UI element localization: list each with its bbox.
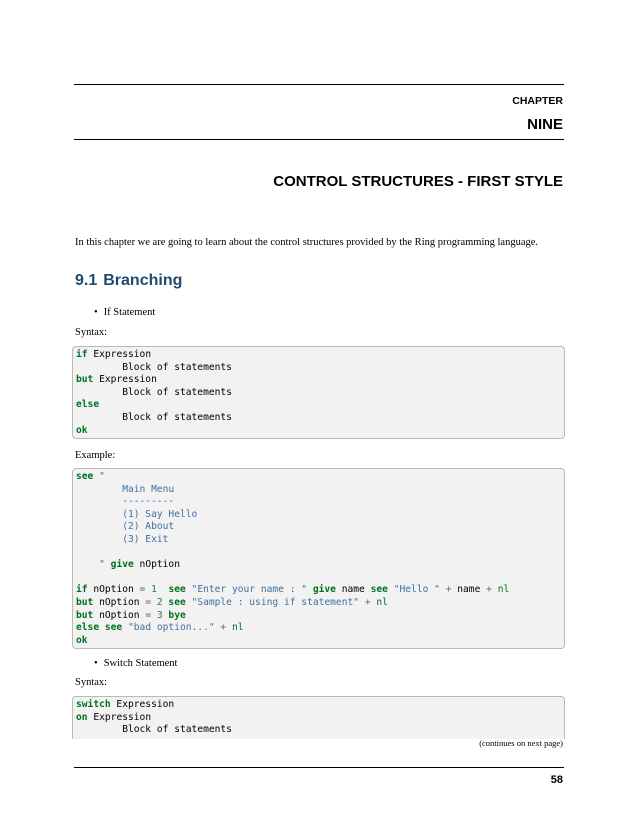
code-token: switch: [76, 699, 111, 710]
code-line: [76, 572, 564, 585]
bullet-text: If Statement: [103, 307, 156, 318]
chapter-title: CONTROL STRUCTURES - FIRST STYLE: [273, 173, 563, 190]
code-token: +: [486, 584, 492, 596]
code-token: give: [312, 584, 336, 596]
code-token: 1: [145, 584, 169, 596]
code-token: see: [370, 584, 388, 596]
code-line: ok: [76, 424, 88, 436]
code-token: if: [76, 584, 88, 596]
code-token: give: [110, 559, 134, 571]
code-token: but: [76, 609, 94, 621]
top-rule: [74, 84, 564, 85]
code-token: Expression: [93, 374, 157, 386]
chapter-label: CHAPTER: [512, 95, 563, 107]
code-token: "Hello ": [387, 584, 446, 596]
code-token: bye: [168, 609, 186, 621]
bullet-text: Switch Statement: [103, 658, 178, 669]
code-line: [76, 610, 564, 623]
chapter-number: NINE: [527, 116, 563, 133]
code-token: but: [76, 374, 94, 386]
code-line: ---------: [76, 496, 175, 508]
code-token: =: [139, 584, 146, 596]
code-token: ": [93, 471, 105, 482]
code-token: Expression: [87, 711, 152, 723]
code-token: see: [76, 471, 94, 482]
code-token: see: [168, 596, 186, 608]
code-line: Block of statements: [76, 386, 232, 398]
code-token: =: [145, 609, 152, 621]
continues-note: (continues on next page): [479, 738, 563, 748]
section-title-text: Branching: [103, 272, 183, 289]
bullet-dot: •: [94, 307, 98, 318]
code-line: [76, 699, 564, 712]
code-line: [76, 622, 564, 635]
code-token: nl: [226, 622, 244, 634]
example-label: Example:: [75, 450, 116, 461]
code-line: Block of statements: [76, 724, 232, 736]
code-token: "bad option...": [122, 622, 221, 634]
code-token: +: [220, 622, 227, 634]
code-line: [76, 471, 564, 484]
code-line: [76, 374, 564, 387]
code-line: [76, 349, 564, 362]
code-token: name: [451, 584, 487, 596]
code-token: nOption: [87, 584, 140, 596]
code-line: (2) About: [76, 521, 175, 533]
code-token: on: [76, 711, 88, 723]
code-token: nl: [370, 596, 388, 608]
syntax-label: Syntax:: [75, 327, 108, 338]
code-token: ": [76, 559, 105, 571]
code-line: (1) Say Hello: [76, 508, 198, 520]
code-token: 3: [151, 609, 169, 621]
code-line: [76, 547, 564, 560]
bullet-switch-statement: [94, 658, 177, 669]
code-token: if: [76, 349, 88, 360]
code-line: [76, 584, 564, 597]
intro-paragraph: In this chapter we are going to learn about the control structures provided by the Ring programming language.: [75, 237, 539, 248]
code-token: but: [76, 596, 94, 608]
code-line: Block of statements: [76, 411, 232, 423]
chapter-rule: [74, 139, 564, 140]
code-line: (3) Exit: [76, 533, 169, 545]
code-line: Main Menu: [76, 483, 175, 495]
code-token: nOption: [93, 609, 146, 621]
code-line: ok: [76, 634, 88, 646]
bullet-dot: •: [94, 658, 98, 669]
code-token: nOption: [93, 596, 146, 608]
code-token: =: [145, 596, 152, 608]
code-block-example: [72, 468, 565, 649]
page-number: 58: [550, 774, 563, 786]
code-token: name: [335, 584, 371, 596]
code-line: Block of statements: [76, 361, 232, 373]
code-block-switch-syntax: [72, 696, 565, 739]
code-token: +: [364, 596, 371, 608]
code-block-if-syntax: [72, 346, 565, 439]
code-line: [76, 597, 564, 610]
footer-rule: [74, 767, 564, 768]
section-number: 9.1: [75, 272, 98, 289]
code-token: nOption: [133, 559, 180, 571]
code-token: nl: [491, 584, 510, 596]
code-token: 2: [151, 596, 169, 608]
code-token: see: [168, 584, 186, 596]
code-token: "Enter your name : ": [185, 584, 313, 596]
code-token: Expression: [87, 349, 152, 360]
code-line: else: [76, 399, 100, 411]
code-token: else: [76, 622, 100, 634]
code-token: see: [99, 622, 123, 634]
code-token: +: [445, 584, 452, 596]
code-token: "Sample : using if statement": [185, 596, 365, 608]
syntax-label-2: Syntax:: [75, 677, 108, 688]
section-heading: [75, 272, 182, 290]
code-line: [76, 559, 564, 572]
code-line: [76, 712, 564, 725]
code-token: Expression: [110, 699, 175, 710]
bullet-if-statement: [94, 307, 155, 318]
